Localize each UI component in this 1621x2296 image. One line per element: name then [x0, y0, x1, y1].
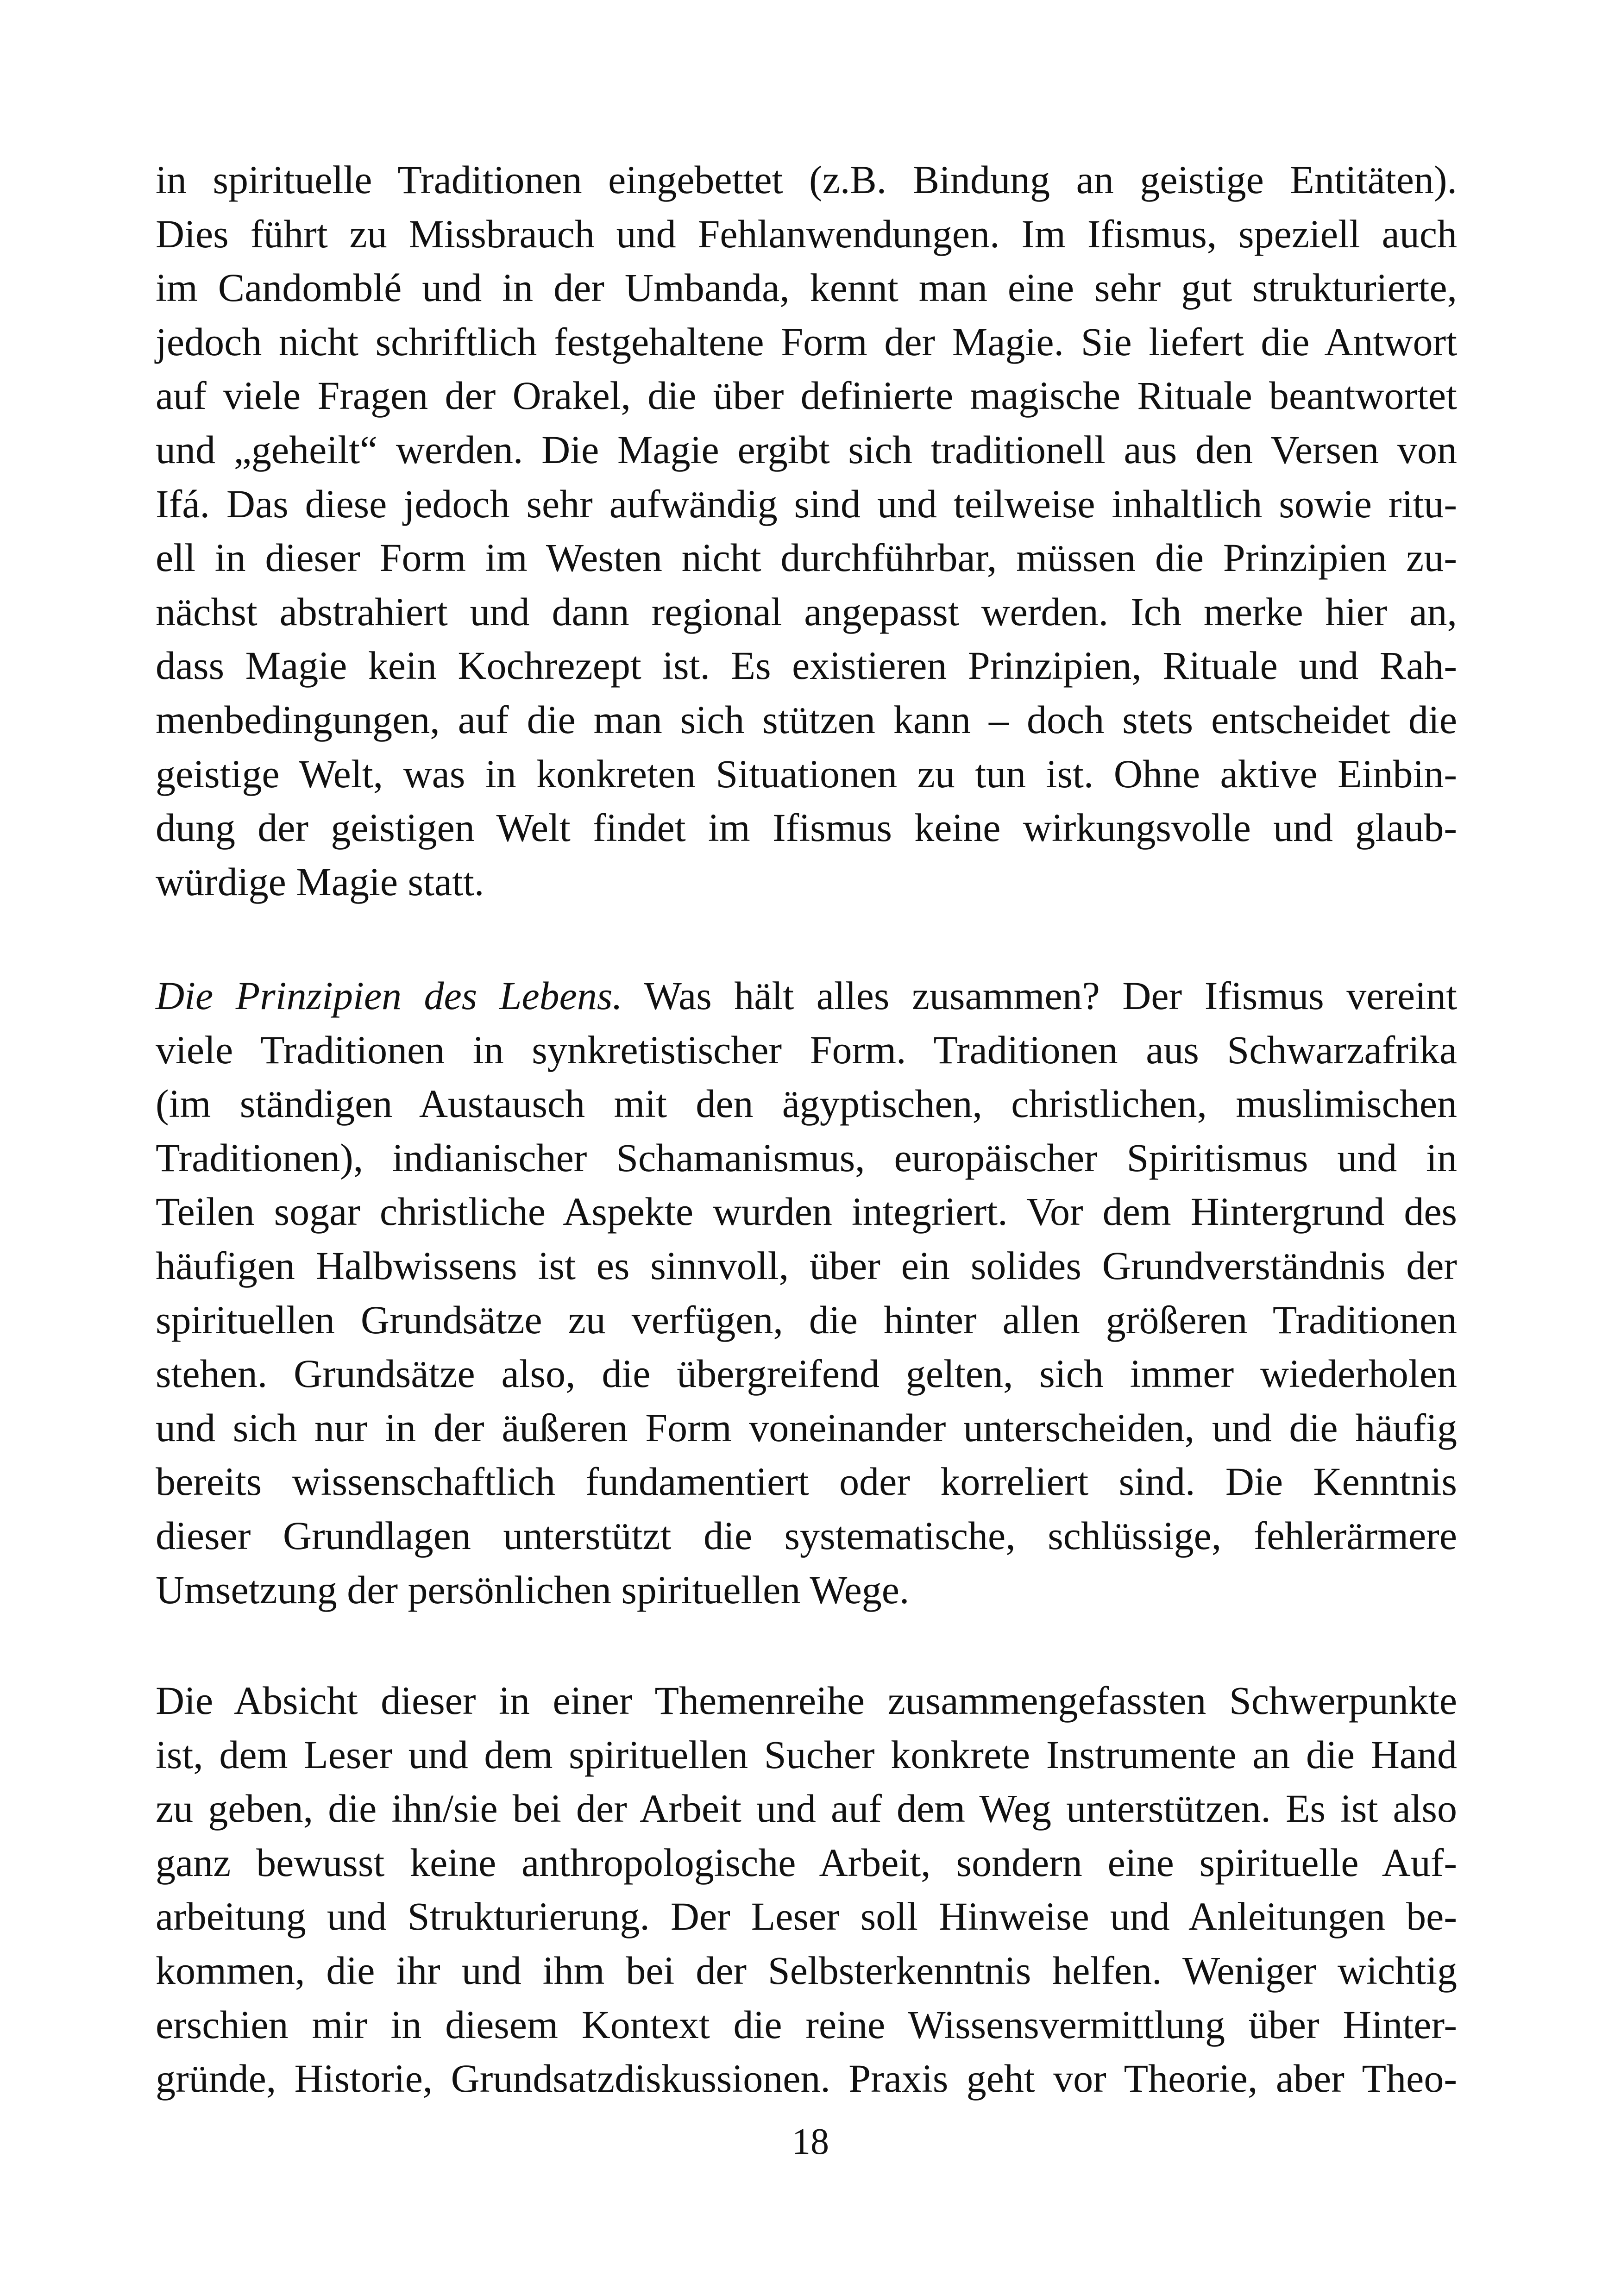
text-line: stehen. Grundsätze also, die übergreifend gelten, sich immer wiederholen — [156, 1351, 1457, 1396]
text-line: jedoch nicht schriftlich festgehaltene Form der Magie. Sie liefert die Antwort — [156, 319, 1457, 364]
text-line: nächst abstrahiert und dann regional angepasst werden. Ich merke hier an, — [156, 589, 1457, 634]
text-line: menbedingungen, auf die man sich stützen kann – doch stets entscheidet die — [156, 697, 1457, 742]
text-line: im Candomblé und in der Umbanda, kennt man eine sehr gut strukturierte, — [156, 265, 1457, 310]
text-line: zu geben, die ihn/sie bei der Arbeit und auf dem Weg unterstützen. Es ist also — [156, 1786, 1457, 1831]
text-line: Die Absicht dieser in einer Themenreihe zusammengefassten Schwerpunkte — [156, 1678, 1457, 1723]
text-line: würdige Magie statt. — [156, 859, 484, 904]
page-number: 18 — [792, 2121, 829, 2162]
text-line: (im ständigen Austausch mit den ägyptischen, christlichen, muslimischen — [156, 1081, 1457, 1126]
paragraph-lead-italic: Die Prinzipien des Lebens. — [156, 973, 622, 1018]
text-line: kommen, die ihr und ihm bei der Selbsterkenntnis helfen. Weniger wichtig — [156, 1948, 1457, 1993]
text-line: gründe, Historie, Grundsatzdiskussionen. Praxis geht vor Theorie, aber Theo- — [156, 2056, 1457, 2101]
text-line: in spirituelle Traditionen eingebettet (z.B. Bindung an geistige Entitäten). — [156, 157, 1457, 202]
text-line: auf viele Fragen der Orakel, die über definierte magische Rituale beantwortet — [156, 373, 1457, 418]
text-line: und sich nur in der äußeren Form voneinander unterscheiden, und die häufig — [156, 1405, 1457, 1450]
text-line: bereits wissenschaftlich fundamentiert oder korreliert sind. Die Kenntnis — [156, 1459, 1457, 1504]
text-line: Ifá. Das diese jedoch sehr aufwändig sind und teilweise inhaltlich sowie ritu- — [156, 481, 1457, 526]
text-line: arbeitung und Strukturierung. Der Leser soll Hinweise und Anleitungen be- — [156, 1894, 1457, 1939]
text-line: dung der geistigen Welt findet im Ifismus keine wirkungsvolle und glaub- — [156, 805, 1457, 850]
text-line: geistige Welt, was in konkreten Situationen zu tun ist. Ohne aktive Einbin- — [156, 751, 1457, 796]
text-line: dieser Grundlagen unterstützt die systematische, schlüssige, fehlerärmere — [156, 1513, 1457, 1558]
paragraph-intent — [156, 1674, 1457, 2106]
text-line: ist, dem Leser und dem spirituellen Sucher konkrete Instrumente an die Hand — [156, 1732, 1457, 1777]
text-line: erschien mir in diesem Kontext die reine Wissensvermittlung über Hinter- — [156, 2002, 1457, 2047]
text-line: spirituellen Grundsätze zu verfügen, die hinter allen größeren Traditionen — [156, 1297, 1457, 1342]
text-line: dass Magie kein Kochrezept ist. Es existieren Prinzipien, Rituale und Rah- — [156, 643, 1457, 688]
text-line-lead — [156, 969, 1457, 1023]
text-line: häufigen Halbwissens ist es sinnvoll, über ein solides Grundverständnis der — [156, 1243, 1457, 1288]
text-line: Teilen sogar christliche Aspekte wurden integriert. Vor dem Hintergrund des — [156, 1189, 1457, 1234]
text-line: ell in dieser Form im Westen nicht durchführbar, müssen die Prinzipien zu- — [156, 535, 1457, 580]
paragraph-magic — [156, 153, 1457, 909]
text-line: Traditionen), indianischer Schamanismus, europäischer Spiritismus und in — [156, 1135, 1457, 1180]
text-line-rest: Was hält alles zusammen? Der Ifismus vereint — [622, 973, 1457, 1018]
text-line: Dies führt zu Missbrauch und Fehlanwendungen. Im Ifismus, speziell auch — [156, 211, 1457, 256]
paragraph-principles — [156, 969, 1457, 1617]
text-line: viele Traditionen in synkretistischer Form. Traditionen aus Schwarzafrika — [156, 1027, 1457, 1072]
text-line: Umsetzung der persönlichen spirituellen Wege. — [156, 1567, 910, 1612]
text-line: und „geheilt“ werden. Die Magie ergibt sich traditionell aus den Versen von — [156, 427, 1457, 472]
text-line: ganz bewusst keine anthropologische Arbeit, sondern eine spirituelle Auf- — [156, 1840, 1457, 1885]
